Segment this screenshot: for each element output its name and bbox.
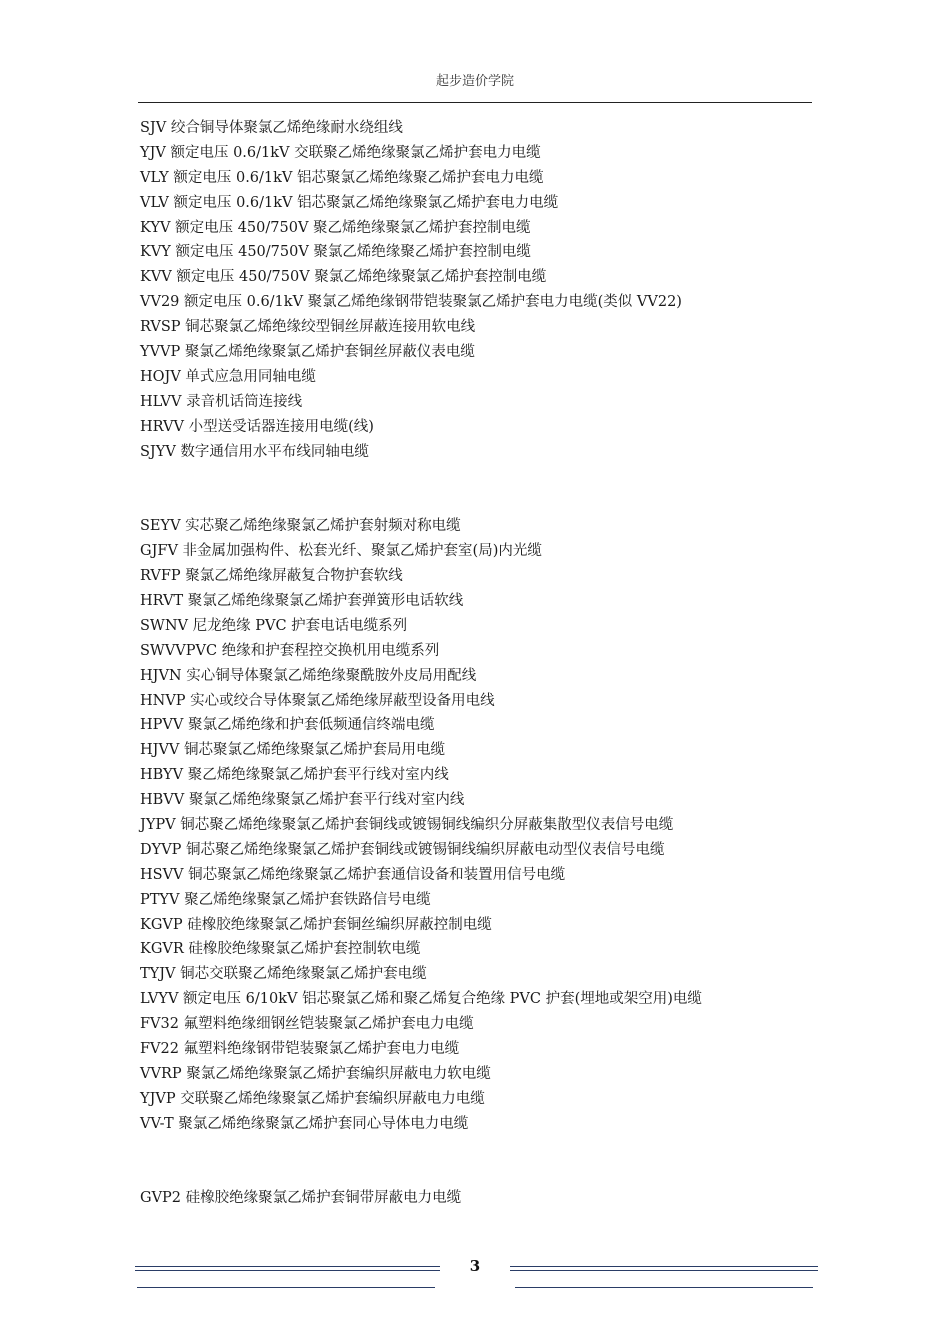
page-header-title: 起步造价学院 — [435, 74, 514, 89]
cable-spec-line: LVYV 额定电压 6/10kV 铝芯聚氯乙烯和聚乙烯复合绝缘 PVC 护套(埋地或架空用)电缆 — [140, 991, 702, 1008]
cable-spec-line: HLVV 录音机话筒连接线 — [140, 393, 303, 410]
page-number: 3 — [469, 1257, 481, 1275]
cable-spec-line: HOJV 单式应急用同轴电缆 — [140, 368, 316, 385]
cable-spec-line: HNVP 实心或绞合导体聚氯乙烯绝缘屏蔽型设备用电线 — [140, 692, 495, 709]
cable-spec-line: SEYV 实芯聚乙烯绝缘聚氯乙烯护套射频对称电缆 — [140, 518, 461, 535]
cable-spec-line: RVSP 铜芯聚氯乙烯绝缘绞型铜丝屏蔽连接用软电线 — [140, 319, 476, 336]
cable-spec-line: DYVP 铜芯聚乙烯绝缘聚氯乙烯护套铜线或镀锡铜线编织屏蔽电动型仪表信号电缆 — [140, 841, 665, 858]
cable-spec-line: KGVP 硅橡胶绝缘聚氯乙烯护套铜丝编织屏蔽控制电缆 — [140, 916, 492, 933]
cable-spec-line: SJYV 数字通信用水平布线同轴电缆 — [140, 443, 369, 460]
cable-spec-line: KGVR 硅橡胶绝缘聚氯乙烯护套控制软电缆 — [140, 941, 421, 958]
cable-spec-line: HBYV 聚乙烯绝缘聚氯乙烯护套平行线对室内线 — [140, 767, 449, 784]
cable-spec-line: GJFV 非金属加强构件、松套光纤、聚氯乙烯护套室(局)内光缆 — [140, 543, 542, 560]
cable-spec-line: YJV 额定电压 0.6/1kV 交联聚乙烯绝缘聚氯乙烯护套电力电缆 — [140, 144, 541, 161]
cable-spec-line: YVVP 聚氯乙烯绝缘聚氯乙烯护套铜丝屏蔽仪表电缆 — [140, 344, 475, 361]
page-footer — [0, 1252, 950, 1292]
cable-spec-line: VV-T 聚氯乙烯绝缘聚氯乙烯护套同心导体电力电缆 — [140, 1115, 469, 1132]
cable-spec-line: KYV 额定电压 450/750V 聚乙烯绝缘聚氯乙烯护套控制电缆 — [140, 219, 531, 236]
cable-spec-line: SWVVPVC 绝缘和护套程控交换机用电缆系列 — [140, 642, 440, 659]
cable-spec-line: HBVV 聚氯乙烯绝缘聚氯乙烯护套平行线对室内线 — [140, 792, 465, 809]
cable-spec-line: SJV 绞合铜导体聚氯乙烯绝缘耐水绕组线 — [140, 120, 403, 136]
cable-spec-line: SWNV 尼龙绝缘 PVC 护套电话电缆系列 — [140, 617, 408, 634]
footer-rule-right-top — [510, 1266, 818, 1267]
footer-rule-left-bottom — [137, 1287, 435, 1288]
cable-spec-line: YJVP 交联聚乙烯绝缘聚氯乙烯护套编织屏蔽电力电缆 — [140, 1090, 485, 1107]
cable-spec-line: RVFP 聚氯乙烯绝缘屏蔽复合物护套软线 — [140, 568, 403, 585]
cable-spec-line: FV22 氟塑料绝缘钢带铠装聚氯乙烯护套电力电缆 — [140, 1040, 460, 1057]
cable-spec-line: FV32 氟塑料绝缘细钢丝铠装聚氯乙烯护套电力电缆 — [140, 1016, 474, 1033]
cable-spec-line: VVRP 聚氯乙烯绝缘聚氯乙烯护套编织屏蔽电力软电缆 — [140, 1065, 491, 1082]
cable-spec-line: HJVN 实心铜导体聚氯乙烯绝缘聚酰胺外皮局用配线 — [140, 667, 477, 684]
cable-spec-line: HSVV 铜芯聚氯乙烯绝缘聚氯乙烯护套通信设备和装置用信号电缆 — [140, 866, 566, 883]
paragraph-spacer — [140, 464, 820, 514]
footer-rule-right-mid — [510, 1270, 818, 1271]
cable-spec-line: HJVV 铜芯聚氯乙烯绝缘聚氯乙烯护套局用电缆 — [140, 742, 446, 759]
cable-spec-line: VV29 额定电压 0.6/1kV 聚氯乙烯绝缘钢带铠装聚氯乙烯护套电力电缆(类似 VV22) — [140, 294, 682, 311]
cable-spec-line: PTYV 聚乙烯绝缘聚氯乙烯护套铁路信号电缆 — [140, 891, 431, 908]
cable-spec-line: VLV 额定电压 0.6/1kV 铝芯聚氯乙烯绝缘聚氯乙烯护套电力电缆 — [140, 194, 559, 211]
cable-spec-line: TYJV 铜芯交联聚乙烯绝缘聚氯乙烯护套电缆 — [140, 966, 427, 983]
cable-spec-line: VLY 额定电压 0.6/1kV 铝芯聚氯乙烯绝缘聚乙烯护套电力电缆 — [140, 169, 544, 186]
footer-rule-left-top — [135, 1266, 440, 1267]
cable-spec-line: GVP2 硅橡胶绝缘聚氯乙烯护套铜带屏蔽电力电缆 — [140, 1190, 462, 1207]
cable-spec-line: HPVV 聚氯乙烯绝缘和护套低频通信终端电缆 — [140, 717, 435, 734]
document-body — [140, 116, 820, 1211]
cable-spec-line: KVY 额定电压 450/750V 聚氯乙烯绝缘聚乙烯护套控制电缆 — [140, 244, 531, 261]
cable-spec-line: HRVT 聚氯乙烯绝缘聚氯乙烯护套弹簧形电话软线 — [140, 592, 464, 609]
cable-spec-line: JYPV 铜芯聚乙烯绝缘聚氯乙烯护套铜线或镀锡铜线编织分屏蔽集散型仪表信号电缆 — [140, 816, 674, 833]
paragraph-spacer — [140, 1137, 820, 1187]
cable-spec-line: HRVV 小型送受话器连接用电缆(线) — [140, 418, 374, 435]
cable-spec-line: KVV 额定电压 450/750V 聚氯乙烯绝缘聚氯乙烯护套控制电缆 — [140, 269, 547, 286]
header-divider — [138, 102, 812, 103]
footer-rule-left-mid — [135, 1270, 440, 1271]
footer-rule-right-bottom — [515, 1287, 813, 1288]
